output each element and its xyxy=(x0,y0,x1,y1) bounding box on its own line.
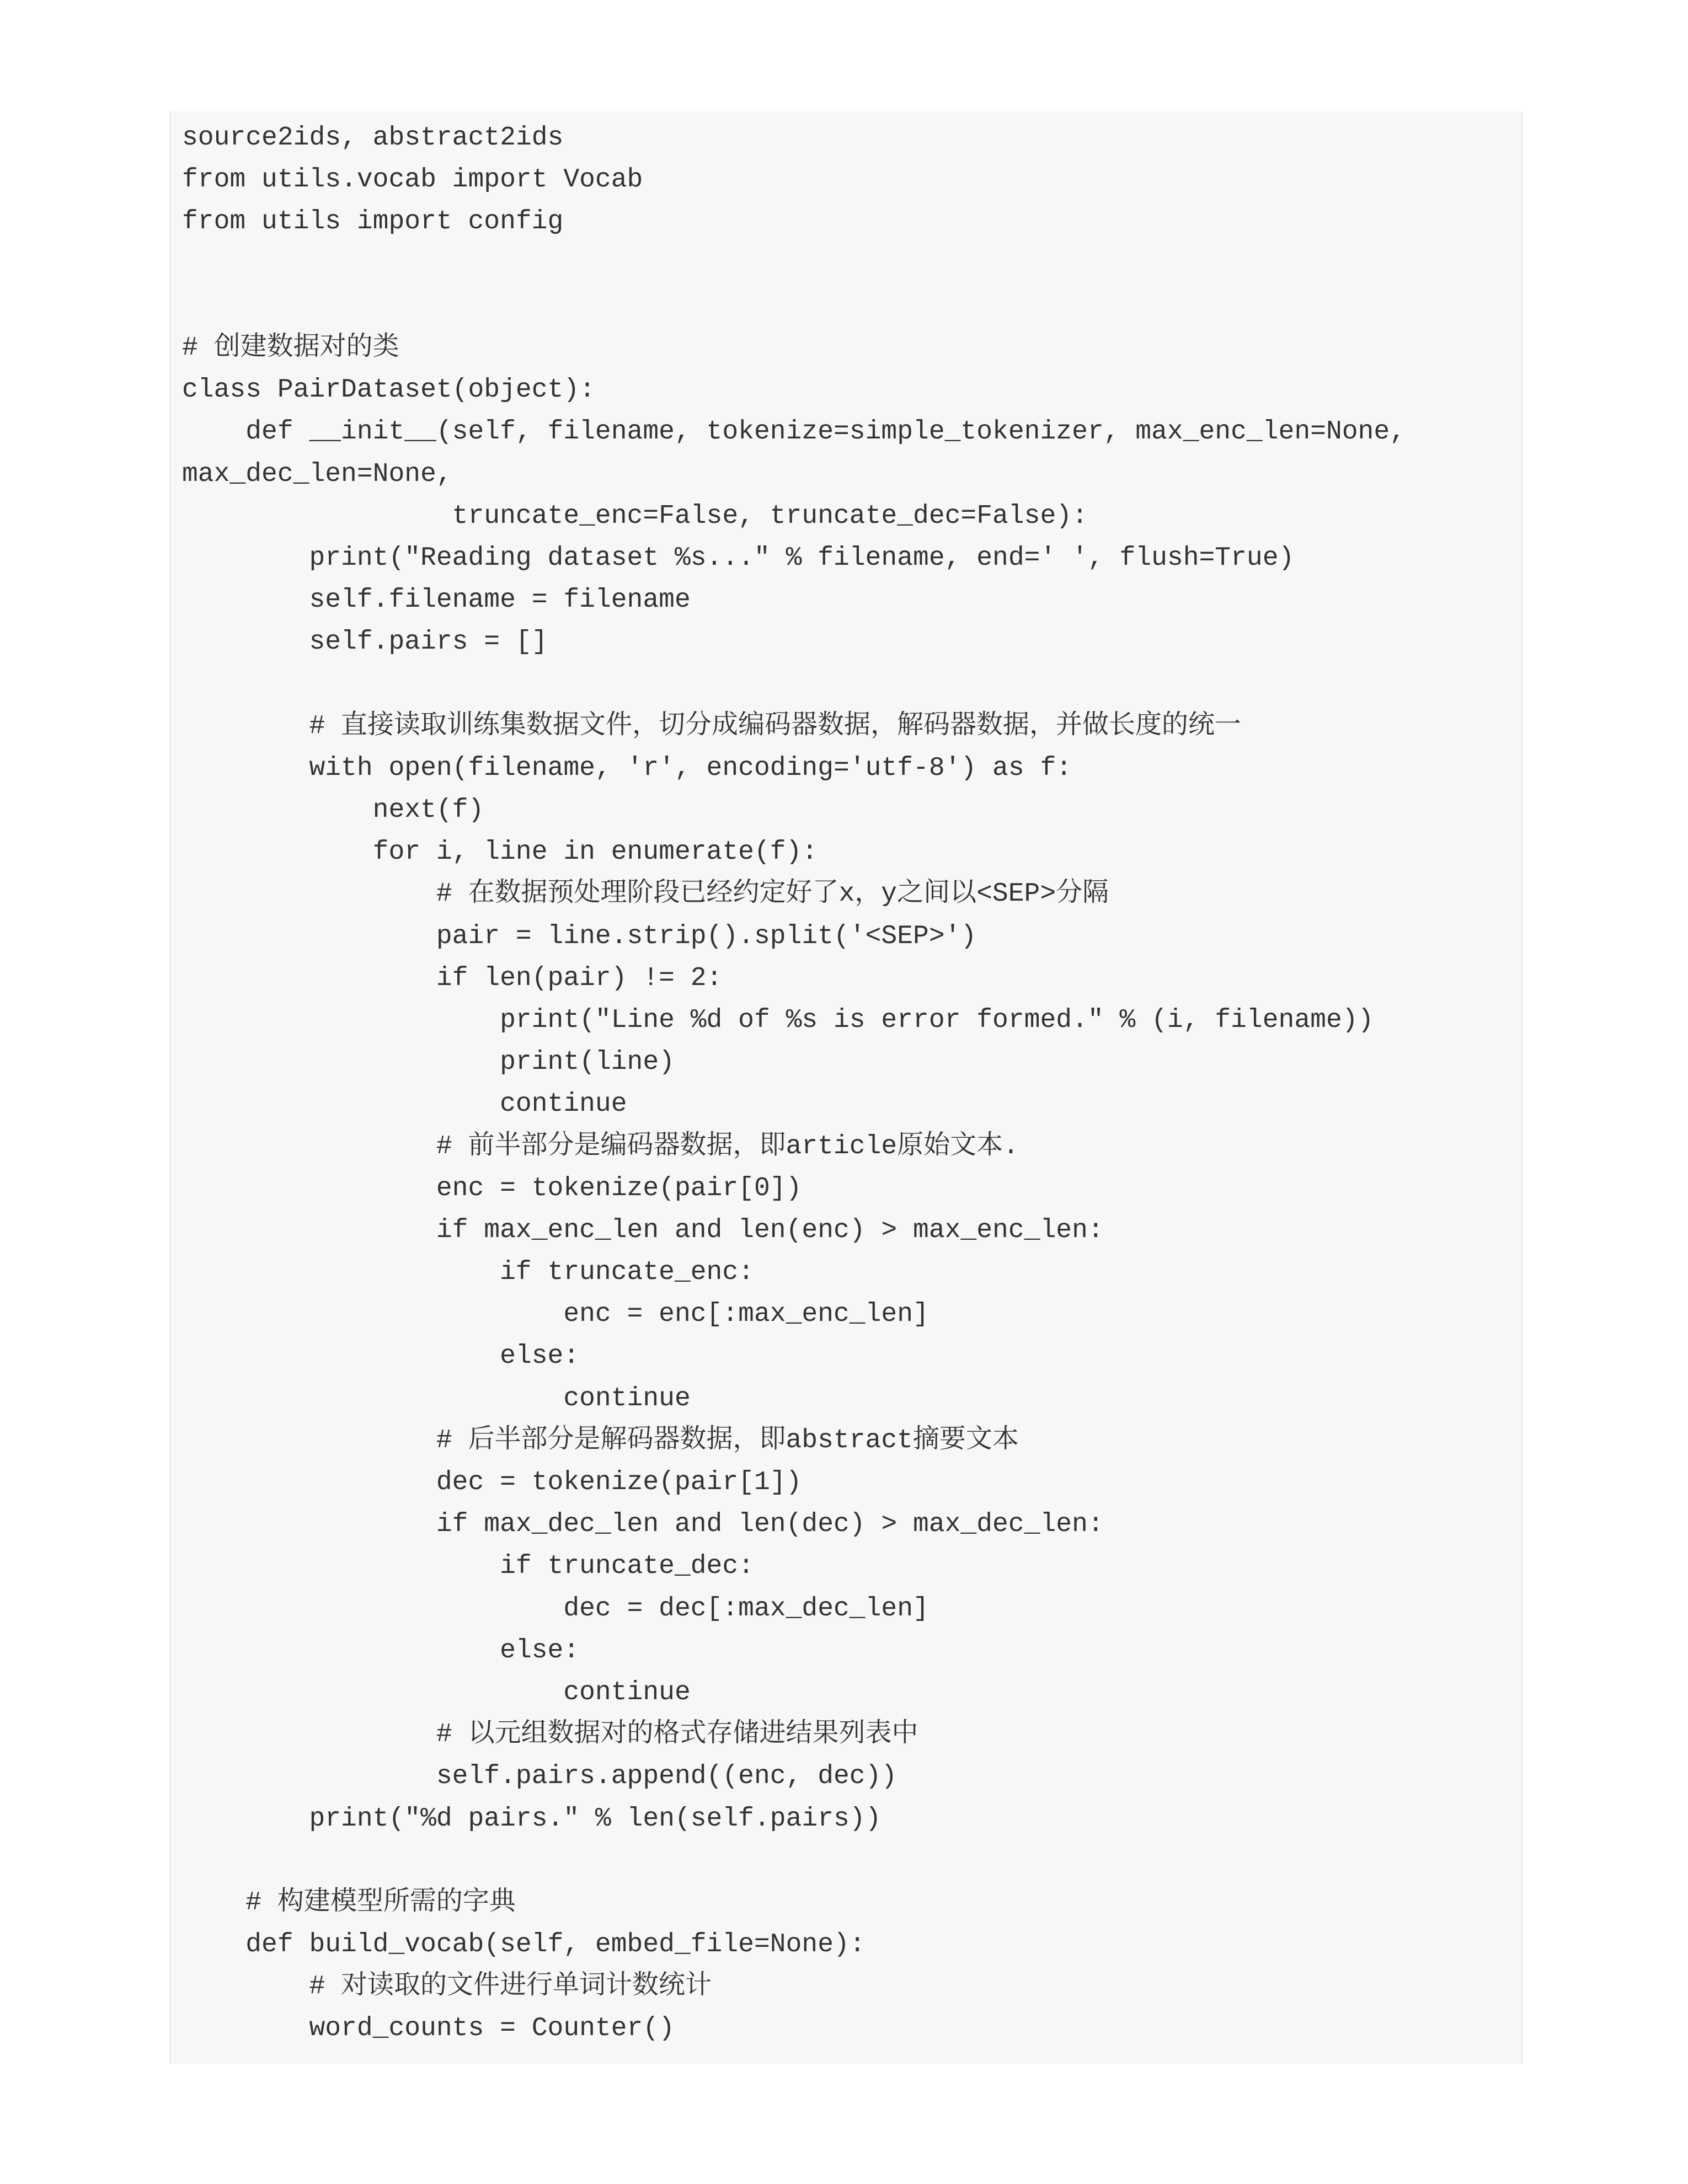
code-line: pair = line.strip().split('<SEP>') xyxy=(182,921,977,951)
code-line: from utils import config xyxy=(182,207,564,237)
code-line: continue xyxy=(182,1677,691,1707)
code-line: else: xyxy=(182,1341,580,1372)
code-line: print("%d pairs." % len(self.pairs)) xyxy=(182,1803,882,1834)
code-line: if max_enc_len and len(enc) > max_enc_len: xyxy=(182,1215,1104,1245)
code-line: self.pairs.append((enc, dec)) xyxy=(182,1762,898,1792)
code-line: print(line) xyxy=(182,1047,675,1078)
code-line: # 后半部分是解码器数据，即abstract摘要文本 xyxy=(182,1425,1019,1455)
code-line: # 在数据预处理阶段已经约定好了x，y之间以<SEP>分隔 xyxy=(182,879,1109,909)
code-line: def build_vocab(self, embed_file=None): xyxy=(182,1930,866,1960)
code-line: with open(filename, 'r', encoding='utf-8') as f: xyxy=(182,753,1072,783)
code-line: dec = tokenize(pair[1]) xyxy=(182,1468,802,1497)
code-lines xyxy=(182,117,1406,2050)
code-line: print("Reading dataset %s..." % filename, end=' ', flush=True) xyxy=(182,543,1295,573)
code-line: # 以元组数据对的格式存储进结果列表中 xyxy=(182,1720,918,1750)
code-line xyxy=(182,285,1406,327)
code-line: enc = tokenize(pair[0]) xyxy=(182,1173,802,1203)
code-line xyxy=(182,663,1406,705)
code-line: if len(pair) != 2: xyxy=(182,963,723,993)
code-line: # 前半部分是编码器数据，即article原始文本. xyxy=(182,1131,1019,1161)
code-line: dec = dec[:max_dec_len] xyxy=(182,1593,929,1624)
code-line: if truncate_dec: xyxy=(182,1551,754,1582)
code-line xyxy=(182,1840,1406,1882)
code-block xyxy=(169,111,1523,2064)
code-line: truncate_enc=False, truncate_dec=False): xyxy=(182,501,1088,531)
code-line: def __init__(self, filename, tokenize=simple_tokenizer, max_enc_len=None, xyxy=(182,417,1406,447)
code-line: print("Line %d of %s is error formed." % (i, filename)) xyxy=(182,1005,1374,1035)
code-line: # 直接读取训练集数据文件，切分成编码器数据，解码器数据，并做长度的统一 xyxy=(182,711,1242,741)
code-line: # 构建模型所需的字典 xyxy=(182,1887,516,1918)
code-line: class PairDataset(object): xyxy=(182,375,595,405)
code-line: if truncate_enc: xyxy=(182,1257,754,1288)
code-line: from utils.vocab import Vocab xyxy=(182,165,643,195)
code-line: self.pairs = [] xyxy=(182,627,548,657)
code-line: source2ids, abstract2ids xyxy=(182,123,564,153)
code-line: next(f) xyxy=(182,795,484,825)
code-line: # 创建数据对的类 xyxy=(182,333,399,363)
code-line: continue xyxy=(182,1089,627,1120)
code-line: for i, line in enumerate(f): xyxy=(182,837,818,868)
code-line: continue xyxy=(182,1383,691,1414)
code-line: else: xyxy=(182,1635,580,1666)
code-line: enc = enc[:max_enc_len] xyxy=(182,1299,929,1330)
code-line xyxy=(182,243,1406,285)
code-line: self.filename = filename xyxy=(182,585,691,615)
code-line: max_dec_len=None, xyxy=(182,459,452,489)
code-line: if max_dec_len and len(dec) > max_dec_len: xyxy=(182,1509,1104,1540)
code-line: # 对读取的文件进行单词计数统计 xyxy=(182,1972,712,2002)
code-line: word_counts = Counter() xyxy=(182,2014,675,2044)
